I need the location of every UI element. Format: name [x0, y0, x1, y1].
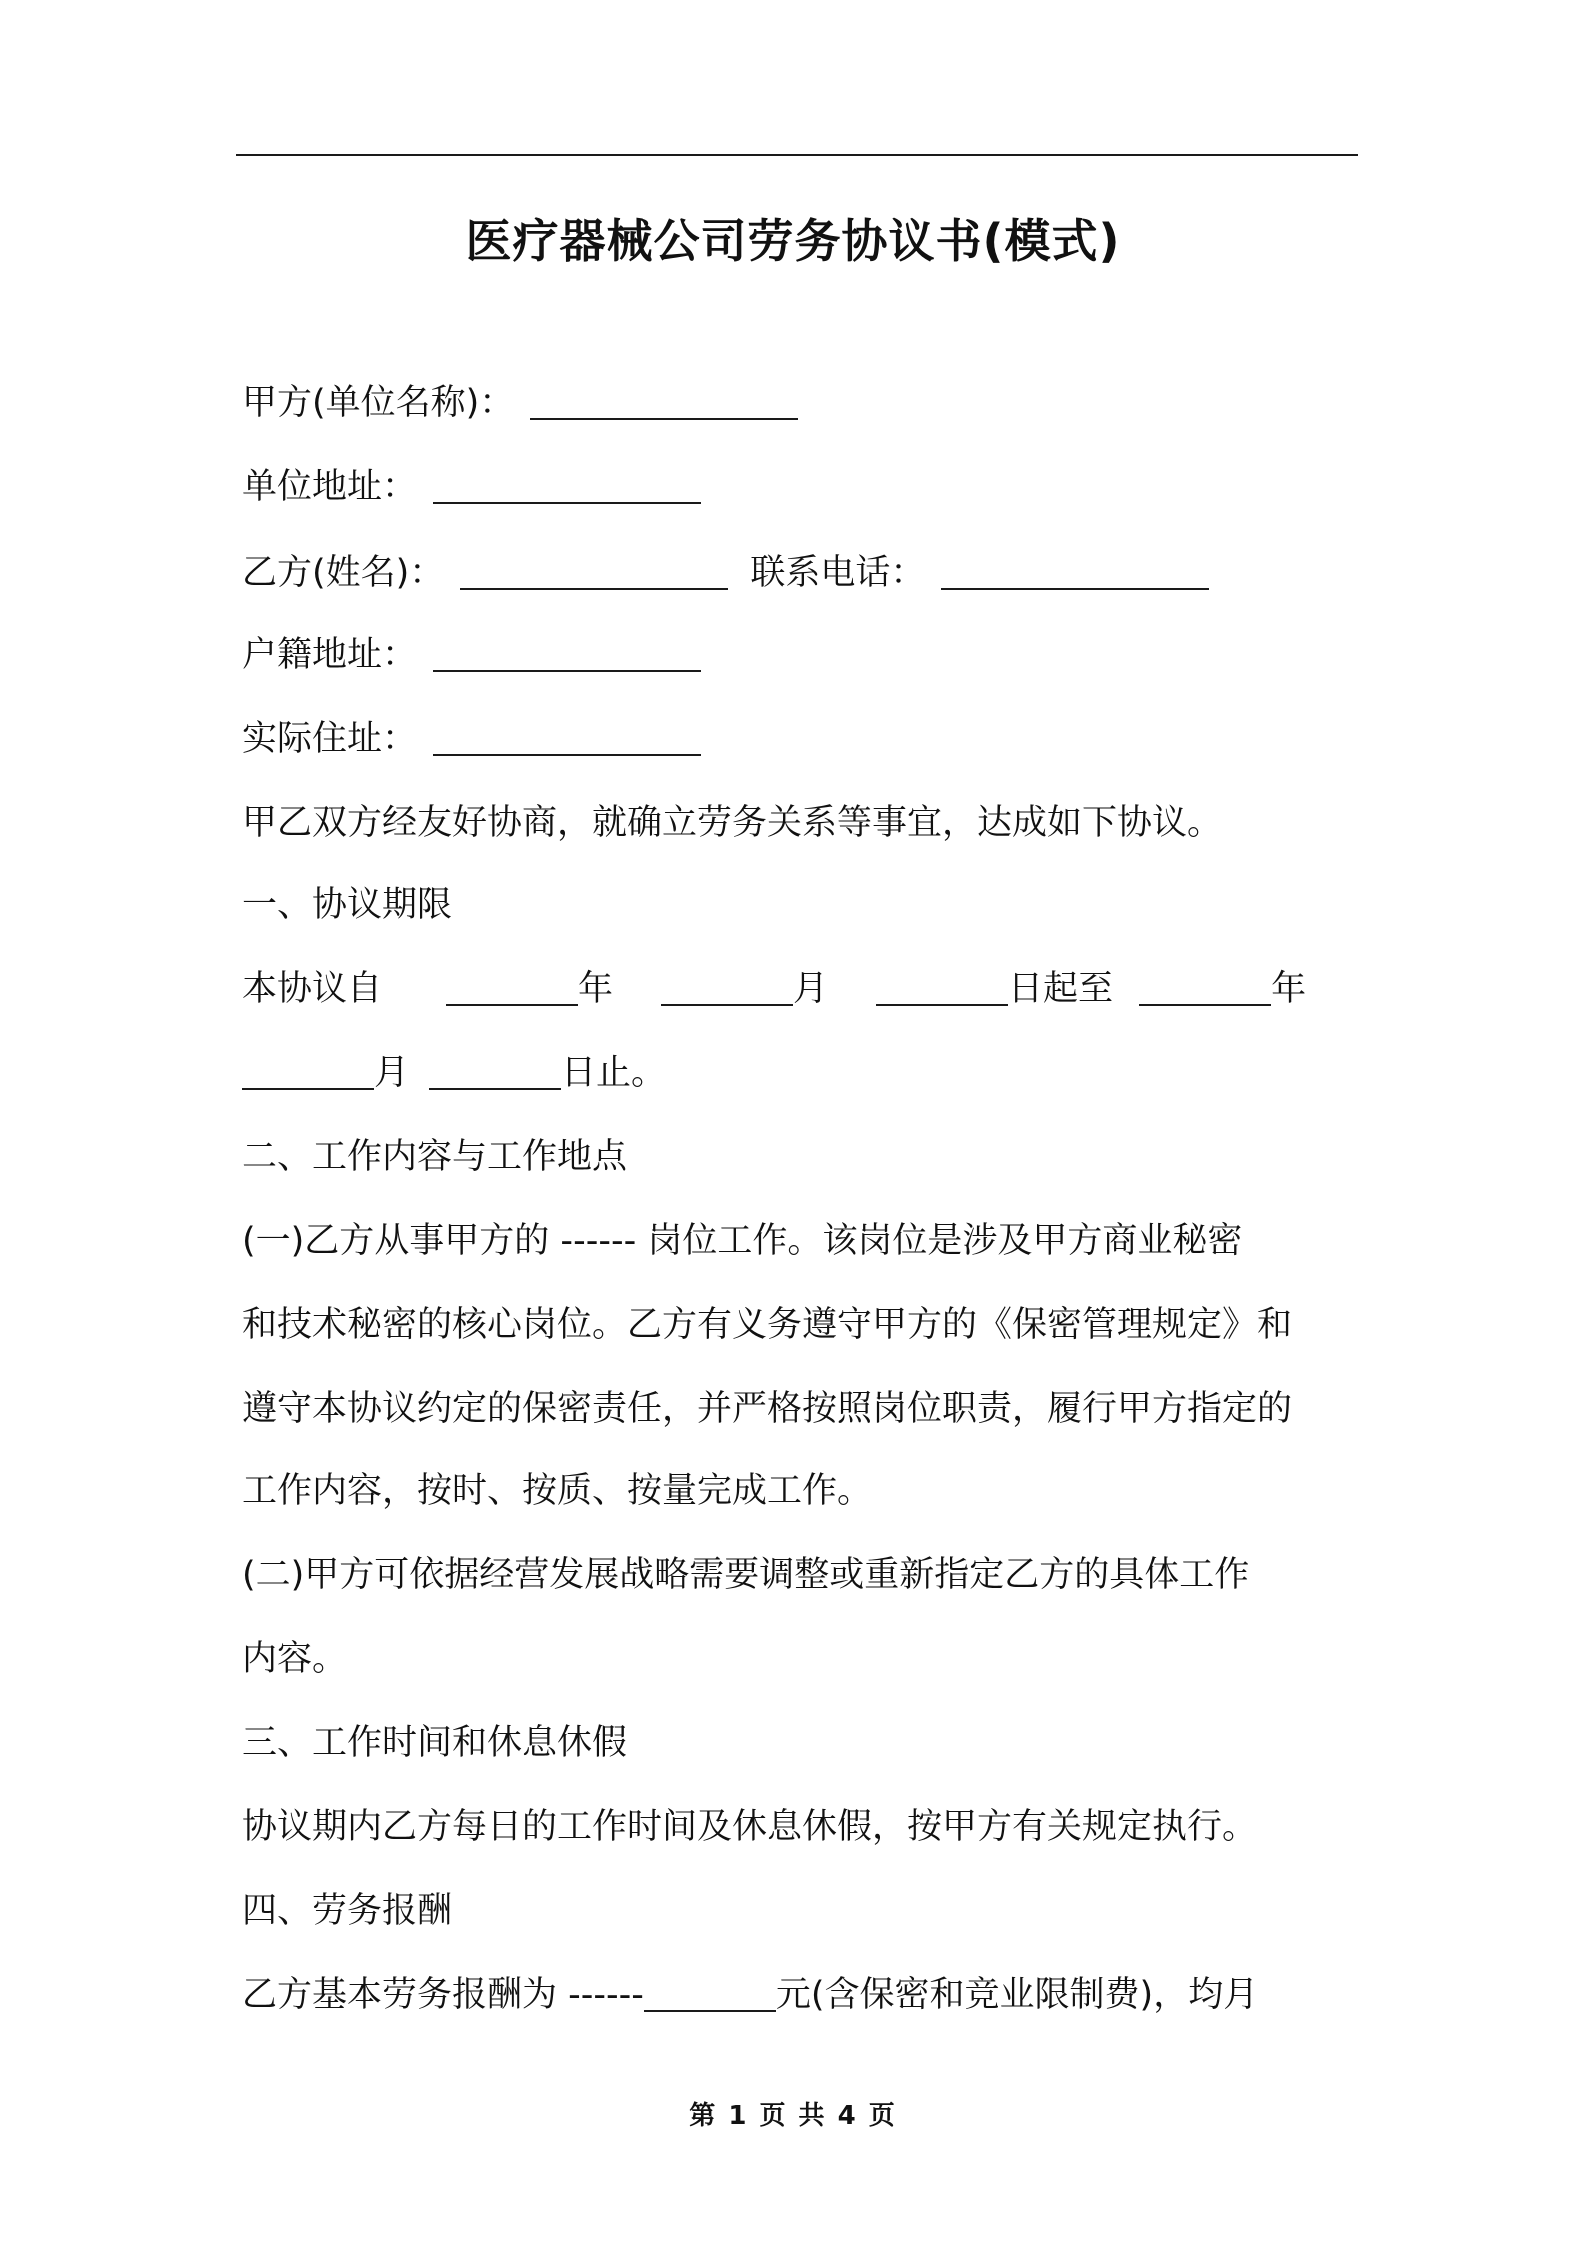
- phone-label: 联系电话：: [750, 553, 926, 593]
- section-2-p1-line-1: (一)乙方从事甲方的 ------ 岗位工作。该岗位是涉及甲方商业秘密: [242, 1221, 1243, 1261]
- year-label-2: 年: [1271, 969, 1307, 1009]
- start-day-blank[interactable]: [876, 970, 1008, 1006]
- end-month-blank[interactable]: [242, 1054, 374, 1090]
- term-prefix: 本协议自: [242, 969, 383, 1009]
- party-a-field: [242, 378, 1354, 428]
- month-label-2: 月: [374, 1053, 410, 1093]
- party-b-field: [242, 548, 1354, 598]
- phone-blank[interactable]: [941, 554, 1209, 590]
- end-year-blank[interactable]: [1139, 970, 1271, 1006]
- pay-amount-blank[interactable]: [644, 1976, 776, 2012]
- year-label: 年: [578, 969, 614, 1009]
- unit-address-field: [242, 462, 1354, 512]
- month-label: 月: [793, 969, 829, 1009]
- section-2-p2-line-1: (二)甲方可依据经营发展战略需要调整或重新指定乙方的具体工作: [242, 1555, 1250, 1595]
- section-4-text: [242, 1970, 1354, 2020]
- party-b-label: 乙方(姓名)：: [242, 553, 445, 593]
- household-address-field: [242, 630, 1354, 680]
- start-month-blank[interactable]: [661, 970, 793, 1006]
- party-b-blank[interactable]: [460, 554, 728, 590]
- unit-address-label: 单位地址：: [242, 467, 418, 507]
- unit-address-blank[interactable]: [433, 468, 701, 504]
- section-4-heading: 四、劳务报酬: [242, 1891, 453, 1931]
- pay-suffix: 元(含保密和竞业限制费)，均月: [775, 1975, 1259, 2015]
- page-footer: 第 1 页 共 4 页: [689, 2101, 897, 2131]
- actual-address-blank[interactable]: [433, 720, 701, 756]
- document-title: 医疗器械公司劳务协议书(模式): [465, 214, 1121, 268]
- section-2-heading: 二、工作内容与工作地点: [242, 1137, 628, 1177]
- day-from-to-label: 日起至: [1008, 969, 1114, 1009]
- party-a-blank[interactable]: [530, 384, 798, 420]
- section-2-p1-line-2: 和技术秘密的核心岗位。乙方有义务遵守甲方的《保密管理规定》和: [242, 1305, 1293, 1345]
- pay-prefix: 乙方基本劳务报酬为 ------: [242, 1975, 644, 2015]
- section-3-heading: 三、工作时间和休息休假: [242, 1723, 628, 1763]
- term-line-1: [242, 964, 1354, 1014]
- actual-address-field: [242, 714, 1354, 764]
- end-day-blank[interactable]: [429, 1054, 561, 1090]
- day-end-label: 日止。: [561, 1053, 667, 1093]
- header-rule: [236, 154, 1358, 156]
- section-2-p1-line-3: 遵守本协议约定的保密责任，并严格按照岗位职责，履行甲方指定的: [242, 1389, 1293, 1429]
- start-year-blank[interactable]: [446, 970, 578, 1006]
- section-3-text: 协议期内乙方每日的工作时间及休息休假，按甲方有关规定执行。: [242, 1807, 1258, 1847]
- household-address-blank[interactable]: [433, 636, 701, 672]
- actual-address-label: 实际住址：: [242, 719, 418, 759]
- party-a-label: 甲方(单位名称)：: [242, 383, 515, 423]
- household-address-label: 户籍地址：: [242, 635, 418, 675]
- intro-paragraph: 甲乙双方经友好协商，就确立劳务关系等事宜，达成如下协议。: [242, 803, 1223, 843]
- section-1-heading: 一、协议期限: [242, 885, 453, 925]
- section-2-p2-line-2: 内容。: [242, 1639, 348, 1679]
- section-2-p1-line-4: 工作内容，按时、按质、按量完成工作。: [242, 1471, 873, 1511]
- term-line-2: [242, 1048, 1354, 1098]
